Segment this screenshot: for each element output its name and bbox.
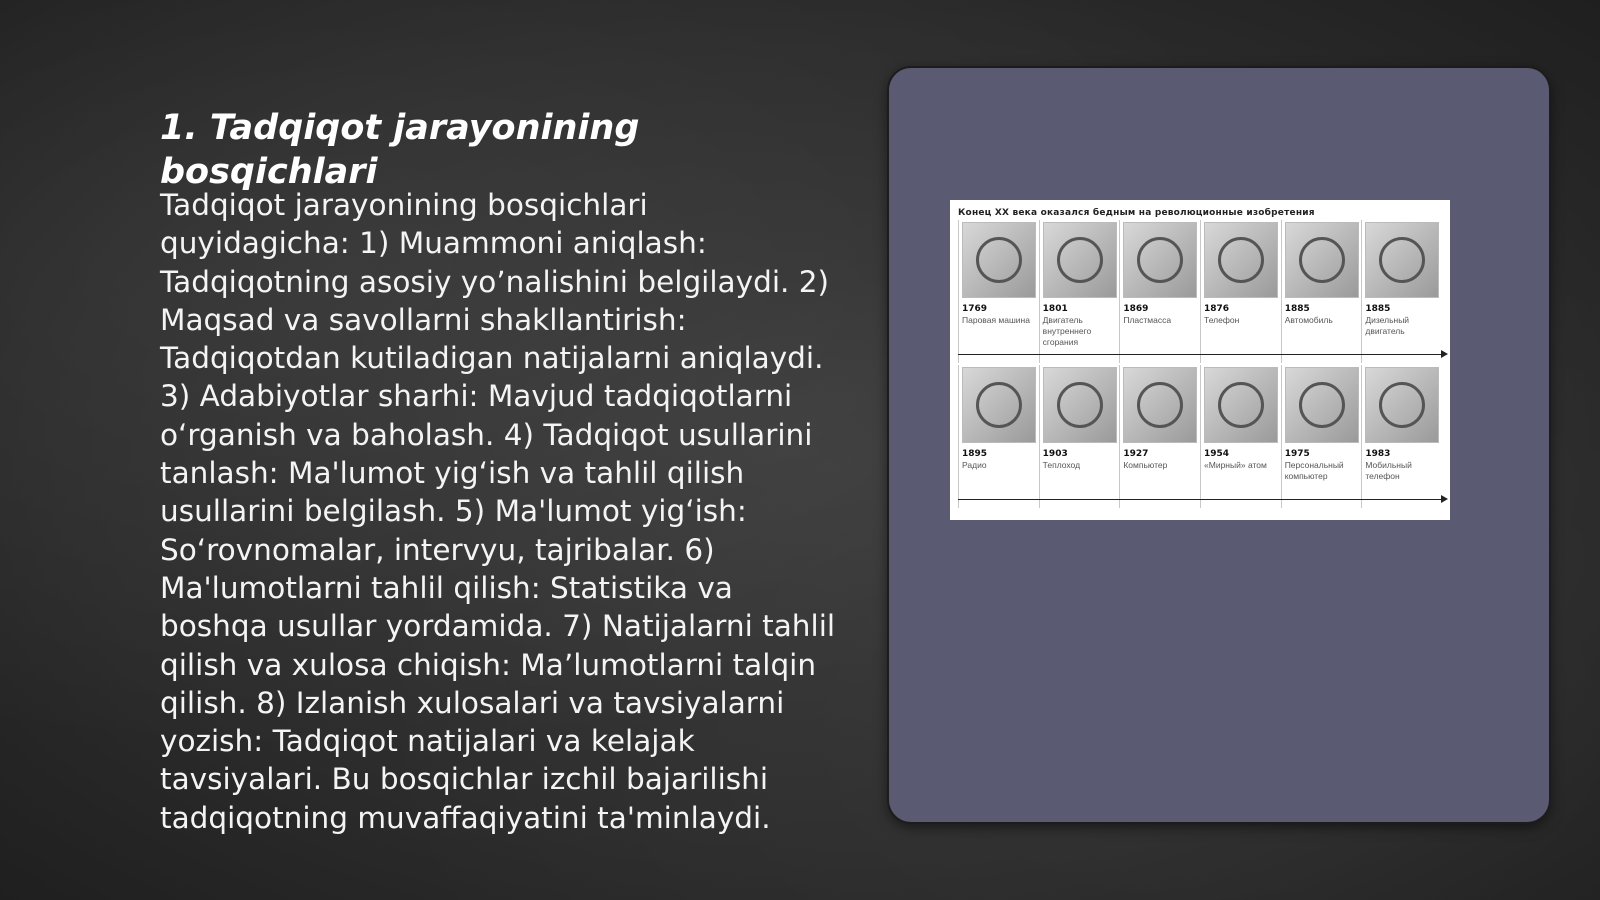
invention-photo xyxy=(1365,367,1439,443)
invention-cell xyxy=(958,220,1039,363)
invention-cell xyxy=(1039,365,1120,508)
invention-cell xyxy=(1361,365,1442,508)
slide-body-text: Tadqiqot jarayonining bosqichlari quyidagicha: 1) Muammoni aniqlash: Tadqiqotning asosiy yo’nalishini belgilaydi. 2) Maqsad va savollarni shakllantirish: Tadqiqotdan kutiladigan natijalarni aniqlaydi. 3) Adabiyotlar sharhi: Mavjud tadqiqotlarni o‘rganish va baholash. 4) Tadqiqot usullarini tanlash: Ma'lumot yig‘ish va tahlil qilish usullarini belgilash. 5) Ma'lumot yig‘ish: So‘rovnomalar, intervyu, tajribalar. 6) Ma'lumotlarni tahlil qilish: Statistika va boshqa usullar yordamida. 7) Natijalarni tahlil qilish va xulosa chiqish: Ma’lumotlarni talqin qilish. 8) Izlanish xulosalari va tavsiyalarni yozish: Tadqiqot natijalari va kelajak tavsiyalari. Bu bosqichlar izchil bajarilishi tadqiqotning muvaffaqiyatini ta'minlaydi. xyxy=(160,188,836,835)
invention-name: Радио xyxy=(962,460,987,470)
invention-photo xyxy=(1365,222,1439,298)
invention-year: 1869 xyxy=(1123,304,1149,314)
invention-cell xyxy=(1200,365,1281,508)
invention-photo xyxy=(962,222,1036,298)
invention-year: 1801 xyxy=(1042,304,1068,314)
invention-year: 1885 xyxy=(1284,304,1310,314)
invention-name: «Мирный» атом xyxy=(1204,460,1267,470)
invention-photo xyxy=(1204,222,1278,298)
invention-cell xyxy=(1281,365,1362,508)
invention-photo xyxy=(962,367,1036,443)
invention-year: 1983 xyxy=(1365,449,1391,459)
invention-name: Мобильный телефон xyxy=(1365,460,1412,481)
timeline-arrow xyxy=(958,354,1442,355)
invention-name: Пластмасса xyxy=(1123,315,1172,325)
inventions-row xyxy=(958,220,1442,363)
invention-cell xyxy=(1361,220,1442,363)
invention-name: Теплоход xyxy=(1042,460,1081,470)
invention-photo xyxy=(1043,367,1117,443)
inventions-heading: Конец XX века оказался бедным на революционные изобретения xyxy=(958,208,1315,218)
invention-photo xyxy=(1285,367,1359,443)
invention-name: Двигатель внутреннего сгорания xyxy=(1042,315,1092,347)
slide-title: 1. Tadqiqot jarayonining bosqichlari xyxy=(160,108,640,192)
inventions-row xyxy=(958,365,1442,508)
invention-year: 1876 xyxy=(1204,304,1230,314)
invention-photo xyxy=(1285,222,1359,298)
invention-name: Персональный компьютер xyxy=(1284,460,1344,481)
invention-year: 1975 xyxy=(1284,449,1310,459)
timeline-arrow xyxy=(958,499,1442,500)
invention-photo xyxy=(1204,367,1278,443)
inventions-timeline-image xyxy=(950,200,1450,520)
invention-name: Дизельный двигатель xyxy=(1365,315,1410,336)
invention-photo xyxy=(1123,367,1197,443)
invention-name: Компьютер xyxy=(1123,460,1168,470)
invention-cell xyxy=(1039,220,1120,363)
invention-year: 1885 xyxy=(1365,304,1391,314)
invention-name: Автомобиль xyxy=(1284,315,1333,325)
invention-year: 1927 xyxy=(1123,449,1149,459)
invention-cell xyxy=(1119,365,1200,508)
invention-photo xyxy=(1043,222,1117,298)
invention-year: 1769 xyxy=(962,304,988,314)
inventions-rows xyxy=(958,220,1442,508)
invention-cell xyxy=(958,365,1039,508)
invention-cell xyxy=(1281,220,1362,363)
invention-cell xyxy=(1119,220,1200,363)
invention-name: Паровая машина xyxy=(962,315,1030,325)
invention-cell xyxy=(1200,220,1281,363)
invention-year: 1954 xyxy=(1204,449,1230,459)
invention-year: 1895 xyxy=(962,449,988,459)
invention-photo xyxy=(1123,222,1197,298)
invention-name: Телефон xyxy=(1204,315,1240,325)
invention-year: 1903 xyxy=(1042,449,1068,459)
